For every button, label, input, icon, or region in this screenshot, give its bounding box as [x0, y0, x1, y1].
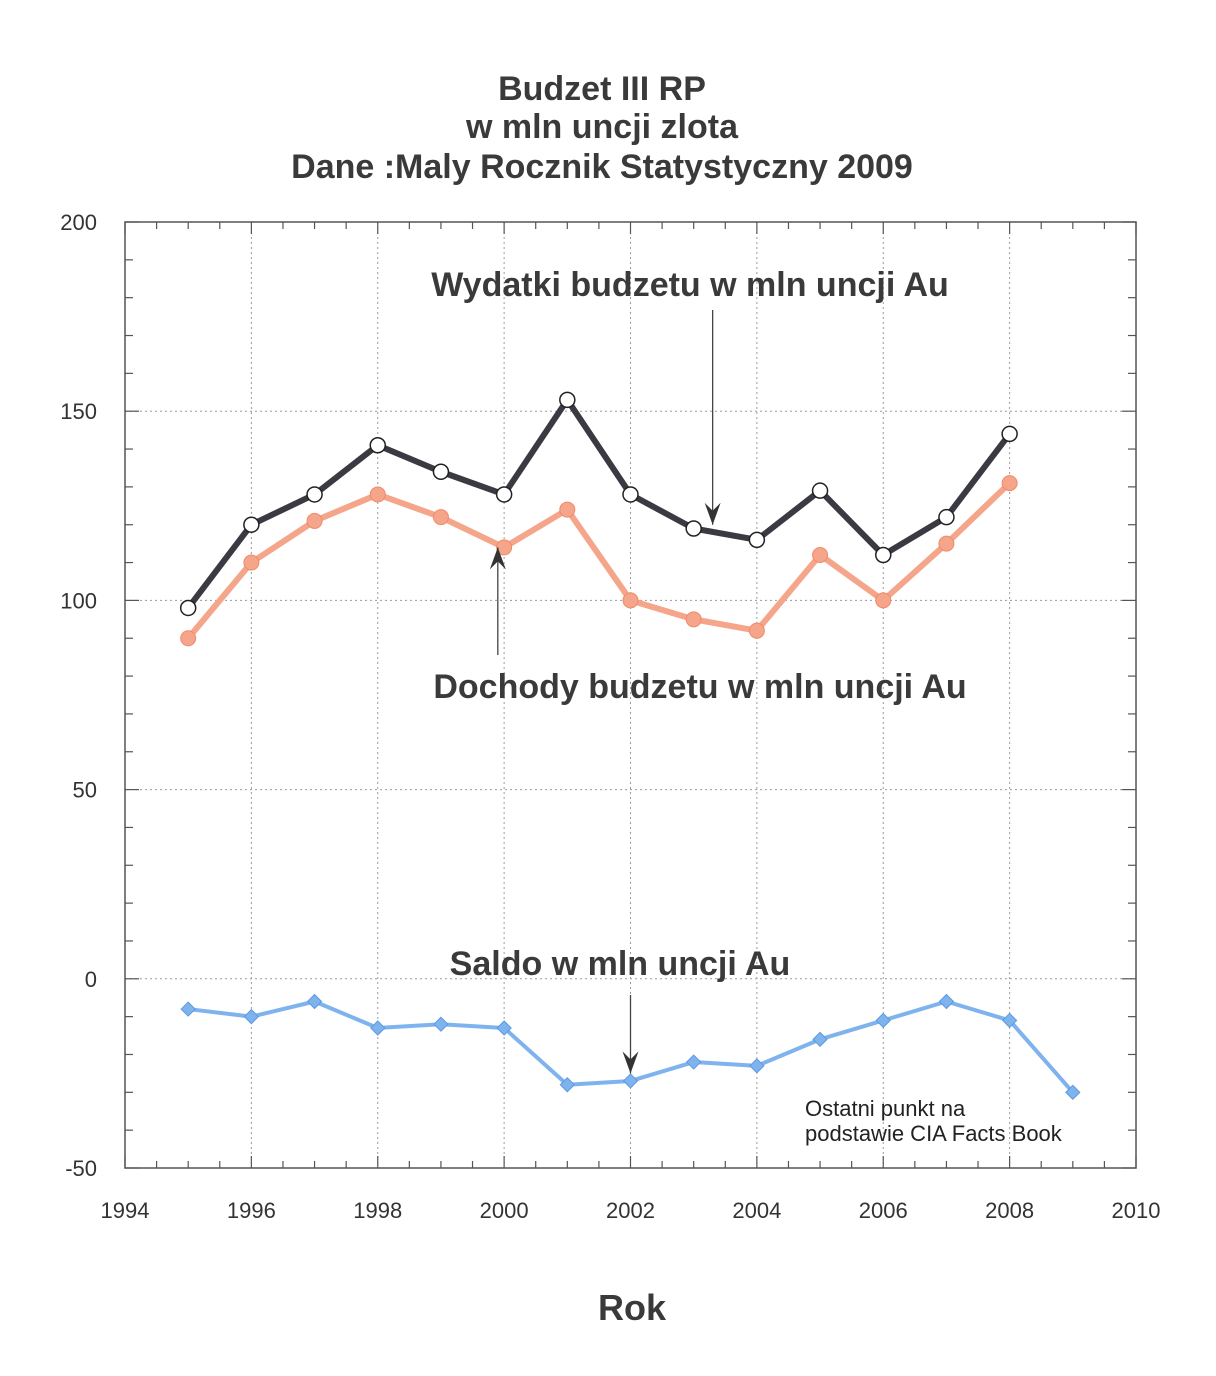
data-point — [308, 995, 322, 1009]
data-point — [181, 631, 196, 646]
note-line-1: Ostatni punkt na — [805, 1096, 966, 1121]
data-point — [244, 1010, 258, 1024]
data-point — [939, 536, 954, 551]
data-point — [307, 513, 322, 528]
y-tick-label: 200 — [60, 210, 97, 235]
data-point — [623, 487, 638, 502]
x-tick-label: 1998 — [353, 1198, 403, 1223]
x-axis-label: Rok — [597, 1287, 667, 1328]
data-point — [876, 547, 891, 562]
series-line — [188, 400, 1009, 608]
data-point — [876, 1013, 890, 1027]
data-point — [813, 483, 828, 498]
y-tick-label: 50 — [72, 777, 97, 803]
chart-title — [291, 70, 913, 186]
data-point — [1002, 426, 1017, 441]
x-tick-label: 2010 — [1111, 1198, 1161, 1223]
label-wydatki: Wydatki budzetu w mln uncji Au — [431, 266, 949, 304]
data-point — [244, 517, 259, 532]
data-point — [749, 623, 764, 638]
label-saldo: Saldo w mln uncji Au — [449, 945, 791, 983]
data-point — [939, 510, 954, 525]
title-line-1: Budzet III RP — [498, 70, 706, 108]
title-line-2: w mln uncji zlota — [465, 108, 739, 146]
data-point — [434, 1017, 448, 1031]
annotations — [431, 266, 1063, 1146]
data-point — [433, 510, 448, 525]
data-point — [560, 502, 575, 517]
data-point — [813, 1032, 827, 1046]
x-tick-label: 1996 — [226, 1198, 276, 1223]
label-dochody: Dochody budzetu w mln uncji Au — [433, 668, 967, 706]
data-point — [686, 612, 701, 627]
data-point — [370, 438, 385, 453]
series-0 — [181, 392, 1017, 615]
note-line-2: podstawie CIA Facts Book — [805, 1121, 1062, 1146]
data-point — [687, 1055, 701, 1069]
data-point — [307, 487, 322, 502]
data-point — [813, 547, 828, 562]
data-point — [623, 593, 638, 608]
data-point — [560, 392, 575, 407]
data-point — [686, 521, 701, 536]
data-point — [750, 1059, 764, 1073]
data-point — [371, 1021, 385, 1035]
y-tick-label: 0 — [84, 966, 97, 992]
data-point — [749, 532, 764, 547]
data-point — [181, 1002, 195, 1016]
data-point — [876, 593, 891, 608]
x-tick-label: 2002 — [606, 1198, 655, 1223]
x-tick-label: 2000 — [479, 1198, 529, 1223]
x-tick-label: 1994 — [100, 1198, 150, 1223]
data-point — [939, 995, 953, 1009]
y-tick-label: 150 — [60, 399, 97, 425]
data-point — [624, 1074, 638, 1088]
x-tick-label: 2006 — [858, 1198, 908, 1223]
data-point — [244, 555, 259, 570]
y-tick-label: 100 — [60, 588, 97, 614]
x-tick-label: 2004 — [732, 1198, 782, 1223]
data-point — [433, 464, 448, 479]
tick-labels — [60, 210, 1160, 1223]
data-point — [181, 600, 196, 615]
data-point — [1002, 476, 1017, 491]
data-point — [497, 487, 512, 502]
y-tick-label: -50 — [65, 1156, 97, 1181]
data-point — [370, 487, 385, 502]
title-line-3: Dane :Maly Rocznik Statystyczny 2009 — [291, 148, 913, 186]
x-tick-label: 2008 — [985, 1198, 1035, 1223]
